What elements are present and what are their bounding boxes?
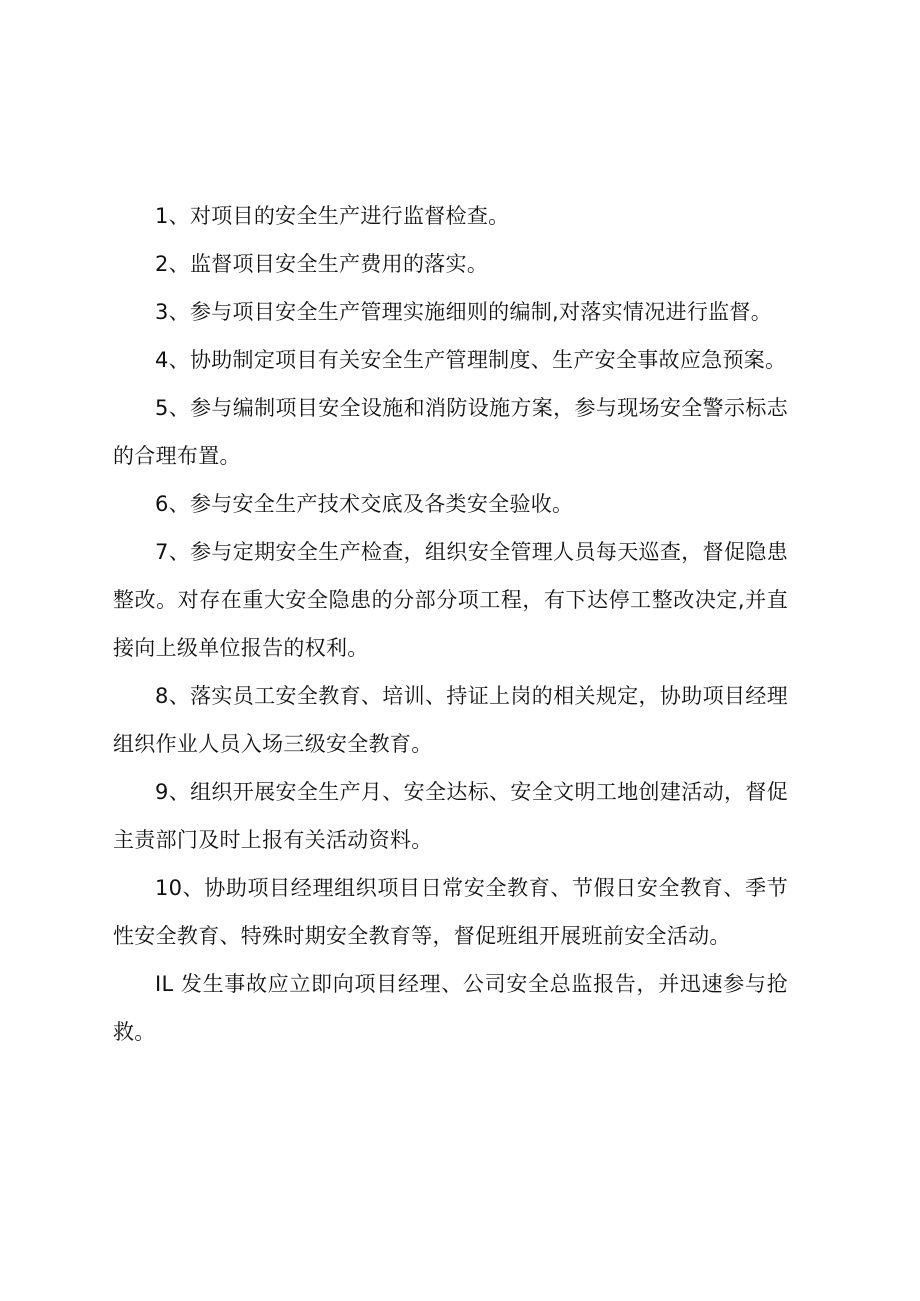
paragraph-9: 9、组织开展安全生产月、安全达标、安全文明工地创建活动，督促主责部门及时上报有关活动资料。 (113, 780, 788, 852)
paragraph-1: 1、对项目的安全生产进行监督检查。 (155, 204, 510, 228)
paragraph-10: 10、协助项目经理组织项目日常安全教育、节假日安全教育、季节性安全教育、特殊时期安全教育等，督促班组开展班前安全活动。 (113, 876, 788, 948)
paragraph-7: 7、参与定期安全生产检查，组织安全管理人员每天巡查，督促隐患整改。对存在重大安全隐患的分部分项工程，有下达停工整改决定,并直接向上级单位报告的权利。 (113, 540, 788, 660)
paragraph-8: 8、落实员工安全教育、培训、持证上岗的相关规定，协助项目经理组织作业人员入场三级安全教育。 (113, 684, 788, 756)
paragraph-2: 2、监督项目安全生产费用的落实。 (155, 252, 489, 276)
paragraph-4: 4、协助制定项目有关安全生产管理制度、生产安全事故应急预案。 (155, 348, 787, 372)
paragraph-11: IL 发生事故应立即向项目经理、公司安全总监报告，并迅速参与抢救。 (113, 972, 788, 1044)
paragraph-6: 6、参与安全生产技术交底及各类安全验收。 (155, 492, 574, 516)
document-body (113, 192, 788, 1056)
paragraph-5: 5、参与编制项目安全设施和消防设施方案，参与现场安全警示标志的合理布置。 (113, 396, 788, 468)
paragraph-3: 3、参与项目安全生产管理实施细则的编制,对落实情况进行监督。 (155, 300, 773, 324)
